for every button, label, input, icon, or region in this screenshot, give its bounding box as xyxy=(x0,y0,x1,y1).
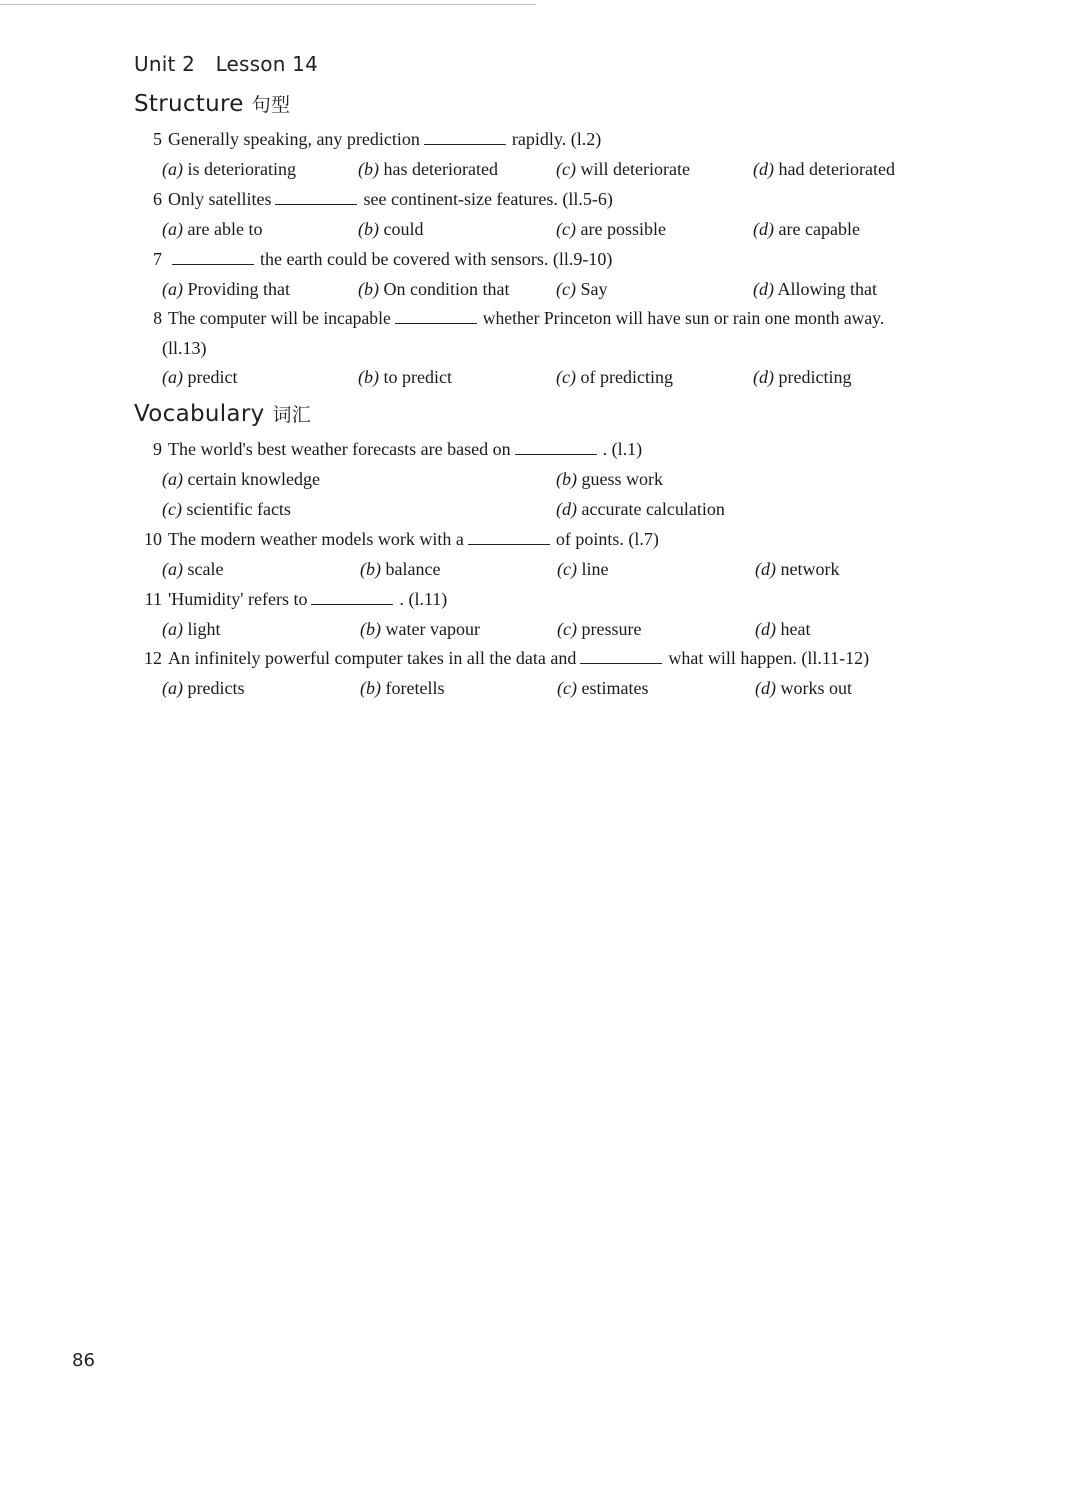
question-5-stem: Generally speaking, any prediction xyxy=(168,129,420,149)
answer-blank xyxy=(311,592,393,605)
option-9d: (d) accurate calculation xyxy=(556,499,725,519)
top-rule xyxy=(0,4,536,5)
question-8: 8 The computer will be incapable whether Princeton will have sun or rain one month away. xyxy=(153,308,885,328)
option-12a: (a) predicts xyxy=(162,678,245,698)
answer-blank xyxy=(172,252,254,265)
question-9-tail: . (l.1) xyxy=(602,439,643,459)
question-6-tail: see continent-size features. (ll.5-6) xyxy=(363,189,613,209)
option-11c: (c) pressure xyxy=(557,619,642,639)
question-7-tail: the earth could be covered with sensors. (ll.9-10) xyxy=(260,249,613,269)
unit-lesson-header xyxy=(134,52,318,76)
answer-blank xyxy=(275,192,357,205)
question-10-stem: The modern weather models work with a xyxy=(168,529,464,549)
answer-blank xyxy=(468,532,550,545)
structure-title: Structure xyxy=(134,91,244,117)
option-9c: (c) scientific facts xyxy=(162,499,291,519)
vocabulary-title: Vocabulary xyxy=(134,401,265,427)
structure-heading xyxy=(134,90,290,117)
option-8d: (d) predicting xyxy=(753,367,852,387)
option-6a: (a) are able to xyxy=(162,219,263,239)
option-10b: (b) balance xyxy=(360,559,441,579)
question-12: 12 An infinitely powerful computer takes in all the data and what will happen. (ll.11-12) xyxy=(144,648,870,668)
answer-blank xyxy=(515,442,597,455)
option-12d: (d) works out xyxy=(755,678,852,698)
option-11d: (d) heat xyxy=(755,619,811,639)
option-6d: (d) are capable xyxy=(753,219,860,239)
answer-blank xyxy=(424,132,506,145)
option-7a: (a) Providing that xyxy=(162,279,290,299)
option-7d: (d) Allowing that xyxy=(753,279,878,299)
option-6c: (c) are possible xyxy=(556,219,666,239)
option-7b: (b) On condition that xyxy=(358,279,510,299)
vocabulary-title-cn: 词汇 xyxy=(272,404,312,426)
structure-title-cn: 句型 xyxy=(251,94,291,116)
option-11a: (a) light xyxy=(162,619,221,639)
question-9-stem: The world's best weather forecasts are based on xyxy=(168,439,511,459)
question-11: 11 'Humidity' refers to . (l.11) xyxy=(144,589,448,609)
option-10a: (a) scale xyxy=(162,559,224,579)
question-7: 7 the earth could be covered with sensors. (ll.9-10) xyxy=(153,249,613,269)
option-12c: (c) estimates xyxy=(557,678,649,698)
option-9a: (a) certain knowledge xyxy=(162,469,320,489)
question-9: 9 The world's best weather forecasts are based on . (l.1) xyxy=(153,439,643,459)
question-12-stem: An infinitely powerful computer takes in all the data and xyxy=(168,648,577,668)
option-11b: (b) water vapour xyxy=(360,619,480,639)
option-5b: (b) has deteriorated xyxy=(358,159,498,179)
option-12b: (b) foretells xyxy=(360,678,445,698)
answer-blank xyxy=(580,651,662,664)
vocabulary-heading xyxy=(134,400,311,427)
option-5a: (a) is deteriorating xyxy=(162,159,296,179)
question-6: 6 Only satellites see continent-size features. (ll.5-6) xyxy=(153,189,613,209)
question-11-tail: . (l.11) xyxy=(399,589,448,609)
question-8-ref: (ll.13) xyxy=(162,338,207,358)
option-8c: (c) of predicting xyxy=(556,367,673,387)
option-7c: (c) Say xyxy=(556,279,608,299)
question-6-stem: Only satellites xyxy=(168,189,272,209)
option-10c: (c) line xyxy=(557,559,609,579)
question-10-tail: of points. (l.7) xyxy=(555,529,659,549)
option-9b: (b) guess work xyxy=(556,469,663,489)
question-11-stem: 'Humidity' refers to xyxy=(168,589,308,609)
option-5d: (d) had deteriorated xyxy=(753,159,895,179)
option-6b: (b) could xyxy=(358,219,424,239)
unit-label: Unit 2 xyxy=(134,52,195,76)
option-5c: (c) will deteriorate xyxy=(556,159,690,179)
question-8-tail: whether Princeton will have sun or rain one month away. xyxy=(482,308,885,328)
option-8a: (a) predict xyxy=(162,367,238,387)
question-8-stem: The computer will be incapable xyxy=(168,308,391,328)
question-10: 10 The modern weather models work with a of points. (l.7) xyxy=(144,529,659,549)
question-12-tail: what will happen. (ll.11-12) xyxy=(668,648,870,668)
option-10d: (d) network xyxy=(755,559,840,579)
question-5-tail: rapidly. (l.2) xyxy=(511,129,602,149)
lesson-label: Lesson 14 xyxy=(215,52,319,76)
option-8b: (b) to predict xyxy=(358,367,452,387)
answer-blank xyxy=(395,311,477,324)
page-number: 86 xyxy=(72,1350,95,1371)
question-5: 5 Generally speaking, any prediction rapidly. (l.2) xyxy=(153,129,602,149)
